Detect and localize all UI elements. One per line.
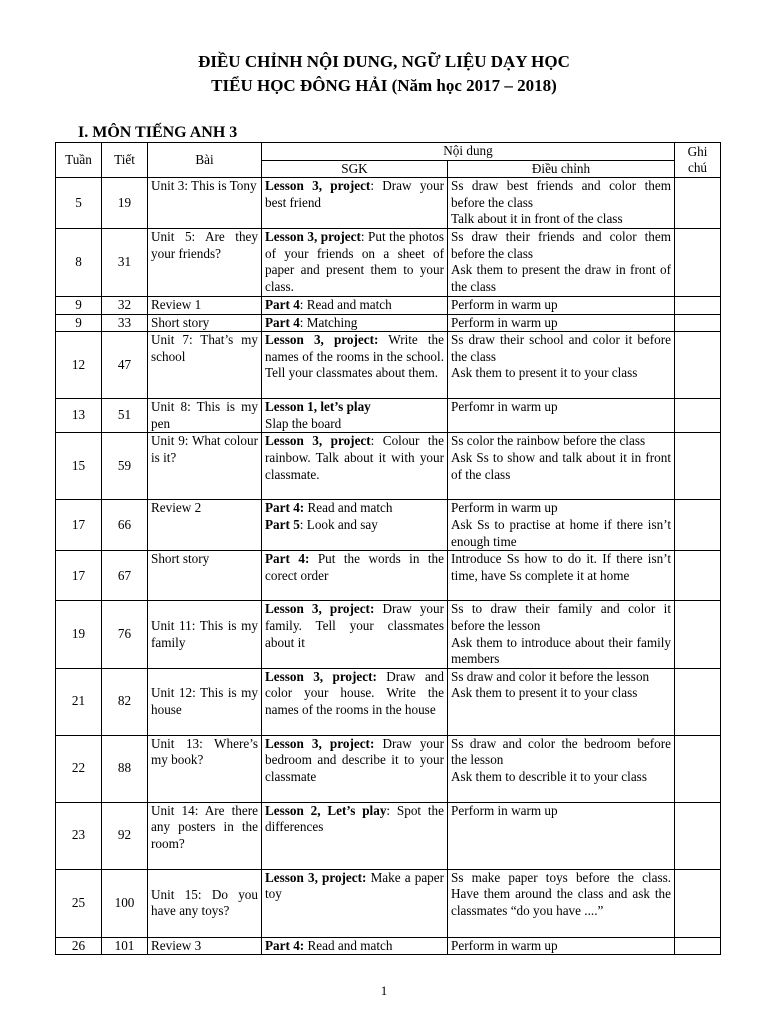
cell-dieu-chinh xyxy=(448,296,675,314)
sgk-line xyxy=(265,416,444,433)
sgk-line xyxy=(265,517,444,534)
table-row xyxy=(56,178,721,229)
table-row xyxy=(56,433,721,500)
sgk-line xyxy=(265,870,444,903)
sgk-lesson-label: Lesson 3, project: xyxy=(265,668,377,684)
adjustment-line: Ss draw and color the bedroom before the lesson xyxy=(451,735,672,768)
cell-sgk xyxy=(262,500,448,551)
cell-tuan: 9 xyxy=(56,296,102,314)
sgk-lesson-label: Lesson 3, project: xyxy=(265,601,375,617)
adjustment-line: Ss draw and color it before the lesson xyxy=(451,668,650,684)
cell-tiet: 59 xyxy=(102,433,148,500)
sgk-line xyxy=(265,229,444,295)
sgk-task-text: Draw your family. Tell your classmates about it xyxy=(265,601,444,650)
adjustment-line: Ask them to present it to your class xyxy=(451,685,638,701)
cell-dieu-chinh xyxy=(448,551,675,601)
cell-bai: Unit 12: This is my house xyxy=(148,668,262,735)
cell-dieu-chinh xyxy=(448,332,675,399)
cell-sgk xyxy=(262,433,448,500)
table-body xyxy=(56,178,721,955)
adjustment-line: Ask them to present the draw in front of the class xyxy=(451,262,672,294)
sgk-lesson-label: Part 4: xyxy=(265,937,305,953)
cell-tuan: 5 xyxy=(56,178,102,229)
cell-bai: Unit 15: Do you have any toys? xyxy=(148,869,262,937)
adjustment-line: Ask Ss to practise at home if there isn’t enough time xyxy=(451,516,672,549)
cell-ghi-chu xyxy=(675,433,721,500)
cell-ghi-chu xyxy=(675,869,721,937)
header-sgk: SGK xyxy=(262,160,448,178)
table-row xyxy=(56,228,721,296)
cell-tuan: 12 xyxy=(56,332,102,399)
cell-ghi-chu xyxy=(675,178,721,229)
cell-tiet: 100 xyxy=(102,869,148,937)
cell-dieu-chinh xyxy=(448,314,675,332)
cell-bai: Unit 11: This is my family xyxy=(148,601,262,668)
cell-dieu-chinh xyxy=(448,735,675,802)
adjustment-line: Ss draw their school and color it before the class xyxy=(451,332,672,364)
cell-ghi-chu xyxy=(675,735,721,802)
cell-bai: Unit 14: Are there any posters in the room? xyxy=(148,802,262,869)
sgk-lesson-label: Lesson 3, project: xyxy=(265,869,367,885)
sgk-line xyxy=(265,178,444,211)
adjustment-line: Perfomr in warm up xyxy=(451,399,558,415)
adjustment-line: Perform in warm up xyxy=(451,500,558,516)
cell-tiet: 66 xyxy=(102,500,148,551)
cell-tiet: 92 xyxy=(102,802,148,869)
cell-bai: Unit 7: That’s my school xyxy=(148,332,262,399)
sgk-line xyxy=(265,551,444,584)
cell-dieu-chinh xyxy=(448,937,675,955)
cell-ghi-chu xyxy=(675,937,721,955)
cell-bai: Unit 9: What colour is it? xyxy=(148,433,262,500)
sgk-line xyxy=(265,332,444,382)
cell-sgk xyxy=(262,668,448,735)
sgk-line xyxy=(265,803,444,836)
cell-ghi-chu xyxy=(675,314,721,332)
cell-ghi-chu xyxy=(675,399,721,433)
cell-sgk xyxy=(262,399,448,433)
cell-sgk xyxy=(262,332,448,399)
adjustment-line: Ss to draw their family and color it before the lesson xyxy=(451,601,672,633)
cell-sgk xyxy=(262,178,448,229)
cell-dieu-chinh xyxy=(448,500,675,551)
cell-ghi-chu xyxy=(675,551,721,601)
cell-bai: Unit 3: This is Tony xyxy=(148,178,262,229)
sgk-lesson-label: Lesson 3, project xyxy=(265,228,361,244)
table-row xyxy=(56,802,721,869)
cell-sgk xyxy=(262,601,448,668)
sgk-lesson-label: Part 4: xyxy=(265,500,305,516)
cell-ghi-chu xyxy=(675,668,721,735)
cell-bai: Review 1 xyxy=(148,296,262,314)
cell-sgk xyxy=(262,551,448,601)
sgk-task-text: Read and match xyxy=(304,500,393,516)
sgk-lesson-label: Lesson 3, project xyxy=(265,178,371,194)
sgk-task-text: : Colour the rainbow. Talk about it with your classmate. xyxy=(265,433,444,482)
adjustment-line: Ss color the rainbow before the class xyxy=(451,433,646,449)
cell-sgk xyxy=(262,735,448,802)
header-dieu-chinh: Điều chỉnh xyxy=(448,160,675,178)
cell-dieu-chinh xyxy=(448,869,675,937)
cell-dieu-chinh xyxy=(448,228,675,296)
cell-bai: Short story xyxy=(148,314,262,332)
cell-bai: Review 2 xyxy=(148,500,262,551)
cell-bai: Short story xyxy=(148,551,262,601)
cell-ghi-chu xyxy=(675,500,721,551)
cell-tiet: 51 xyxy=(102,399,148,433)
table-row xyxy=(56,735,721,802)
table-row xyxy=(56,601,721,668)
cell-tuan: 17 xyxy=(56,551,102,601)
table-row xyxy=(56,332,721,399)
adjustment-table xyxy=(55,142,721,955)
cell-tiet: 32 xyxy=(102,296,148,314)
sgk-line xyxy=(265,433,444,483)
cell-dieu-chinh xyxy=(448,668,675,735)
sgk-line xyxy=(265,601,444,651)
cell-bai: Unit 5: Are they your friends? xyxy=(148,228,262,296)
sgk-task-text: Draw and color your house. Write the names of the rooms in the house xyxy=(265,668,444,717)
adjustment-line: Ss make paper toys before the class. Have them around the class and ask the classmates “do you have ....” xyxy=(451,869,672,918)
cell-sgk xyxy=(262,228,448,296)
adjustment-line: Perform in warm up xyxy=(451,937,558,953)
table-row xyxy=(56,500,721,551)
table-row xyxy=(56,668,721,735)
sgk-lesson-label: Part 4 xyxy=(265,314,300,330)
cell-tuan: 25 xyxy=(56,869,102,937)
cell-tuan: 19 xyxy=(56,601,102,668)
adjustment-line: Ask them to introduce about their family members xyxy=(451,634,672,667)
sgk-lesson-label: Lesson 3, project: xyxy=(265,332,379,348)
cell-tiet: 88 xyxy=(102,735,148,802)
table-row xyxy=(56,551,721,601)
cell-tiet: 67 xyxy=(102,551,148,601)
sgk-task-text: : Draw your best friend xyxy=(265,178,444,210)
cell-tiet: 47 xyxy=(102,332,148,399)
sgk-lesson-label: Part 5 xyxy=(265,516,300,532)
table-row xyxy=(56,937,721,955)
sgk-line xyxy=(265,736,444,786)
cell-tuan: 15 xyxy=(56,433,102,500)
sgk-task-text: : Put the photos of your friends on a sheet of paper and present them to your class. xyxy=(265,228,444,294)
cell-tuan: 17 xyxy=(56,500,102,551)
header-bai: Bài xyxy=(148,143,262,178)
sgk-line xyxy=(265,315,444,332)
table-row xyxy=(56,399,721,433)
cell-dieu-chinh xyxy=(448,399,675,433)
sgk-line xyxy=(265,669,444,719)
adjustment-line: Ask them to describle it to your class xyxy=(451,768,647,784)
cell-dieu-chinh xyxy=(448,433,675,500)
sgk-lesson-label: Part 4: xyxy=(265,551,310,567)
sgk-line xyxy=(265,938,444,955)
header-tiet: Tiết xyxy=(102,143,148,178)
cell-tiet: 101 xyxy=(102,937,148,955)
sgk-task-text: Write the names of the rooms in the school. Tell your classmates about them. xyxy=(265,332,444,381)
sgk-lesson-label: Lesson 3, project: xyxy=(265,735,375,751)
cell-ghi-chu xyxy=(675,296,721,314)
table-row xyxy=(56,314,721,332)
sgk-task-text: : Matching xyxy=(299,314,358,330)
document-title-line-1: ĐIỀU CHỈNH NỘI DUNG, NGỮ LIỆU DẠY HỌC xyxy=(198,52,570,71)
sgk-lesson-label: Lesson 2, Let’s play xyxy=(265,802,387,818)
cell-sgk xyxy=(262,802,448,869)
sgk-line xyxy=(265,399,444,416)
cell-sgk xyxy=(262,314,448,332)
sgk-task-text: Slap the board xyxy=(265,415,342,431)
sgk-lesson-label: Part 4 xyxy=(265,296,300,312)
cell-tiet: 33 xyxy=(102,314,148,332)
cell-sgk xyxy=(262,937,448,955)
sgk-line xyxy=(265,500,444,517)
cell-dieu-chinh xyxy=(448,178,675,229)
cell-bai: Unit 8: This is my pen xyxy=(148,399,262,433)
cell-bai: Unit 13: Where’s my book? xyxy=(148,735,262,802)
cell-tuan: 23 xyxy=(56,802,102,869)
sgk-task-text: Make a paper toy xyxy=(265,869,445,902)
adjustment-line: Perform in warm up xyxy=(451,296,558,312)
sgk-task-text: : Look and say xyxy=(299,516,378,532)
cell-ghi-chu xyxy=(675,228,721,296)
cell-tiet: 82 xyxy=(102,668,148,735)
sgk-task-text: : Read and match xyxy=(299,296,392,312)
sgk-task-text: Read and match xyxy=(304,937,393,953)
sgk-task-text: Draw your bedroom and describe it to your classmate xyxy=(265,735,444,784)
document-title-line-2: TIỂU HỌC ĐÔNG HẢI (Năm học 2017 – 2018) xyxy=(211,76,557,95)
page-number: 1 xyxy=(380,983,388,998)
sgk-lesson-label: Lesson 3, project xyxy=(265,433,371,449)
cell-tiet: 19 xyxy=(102,178,148,229)
adjustment-line: Perform in warm up xyxy=(451,314,558,330)
cell-tuan: 22 xyxy=(56,735,102,802)
cell-ghi-chu xyxy=(675,802,721,869)
adjustment-line: Introduce Ss how to do it. If there isn’t time, have Ss complete it at home xyxy=(451,551,672,583)
cell-dieu-chinh xyxy=(448,601,675,668)
table-row xyxy=(56,296,721,314)
section-heading: I. MÔN TIẾNG ANH 3 xyxy=(78,124,238,141)
cell-tuan: 9 xyxy=(56,314,102,332)
adjustment-line: Ss draw best friends and color them before the class xyxy=(451,178,672,210)
table-row xyxy=(56,869,721,937)
cell-tuan: 8 xyxy=(56,228,102,296)
cell-bai: Review 3 xyxy=(148,937,262,955)
cell-tuan: 13 xyxy=(56,399,102,433)
adjustment-line: Ss draw their friends and color them before the class xyxy=(451,228,672,261)
sgk-task-text: : Spot the differences xyxy=(265,802,444,835)
adjustment-line: Talk about it in front of the class xyxy=(451,211,623,227)
adjustment-line: Perform in warm up xyxy=(451,802,558,818)
sgk-task-text: Put the words in the corect order xyxy=(265,551,444,583)
header-ghi-chu: Ghi chú xyxy=(675,143,721,178)
adjustment-line: Ask Ss to show and talk about it in front of the class xyxy=(451,449,672,482)
cell-dieu-chinh xyxy=(448,802,675,869)
cell-tiet: 76 xyxy=(102,601,148,668)
cell-sgk xyxy=(262,869,448,937)
adjustment-line: Ask them to present it to your class xyxy=(451,365,638,381)
sgk-lesson-label: Lesson 1, let’s play xyxy=(265,399,371,415)
header-noi-dung: Nội dung xyxy=(262,143,675,161)
cell-ghi-chu xyxy=(675,601,721,668)
cell-ghi-chu xyxy=(675,332,721,399)
header-tuan: Tuần xyxy=(56,143,102,178)
cell-sgk xyxy=(262,296,448,314)
cell-tuan: 26 xyxy=(56,937,102,955)
cell-tiet: 31 xyxy=(102,228,148,296)
cell-tuan: 21 xyxy=(56,668,102,735)
sgk-line xyxy=(265,297,444,314)
